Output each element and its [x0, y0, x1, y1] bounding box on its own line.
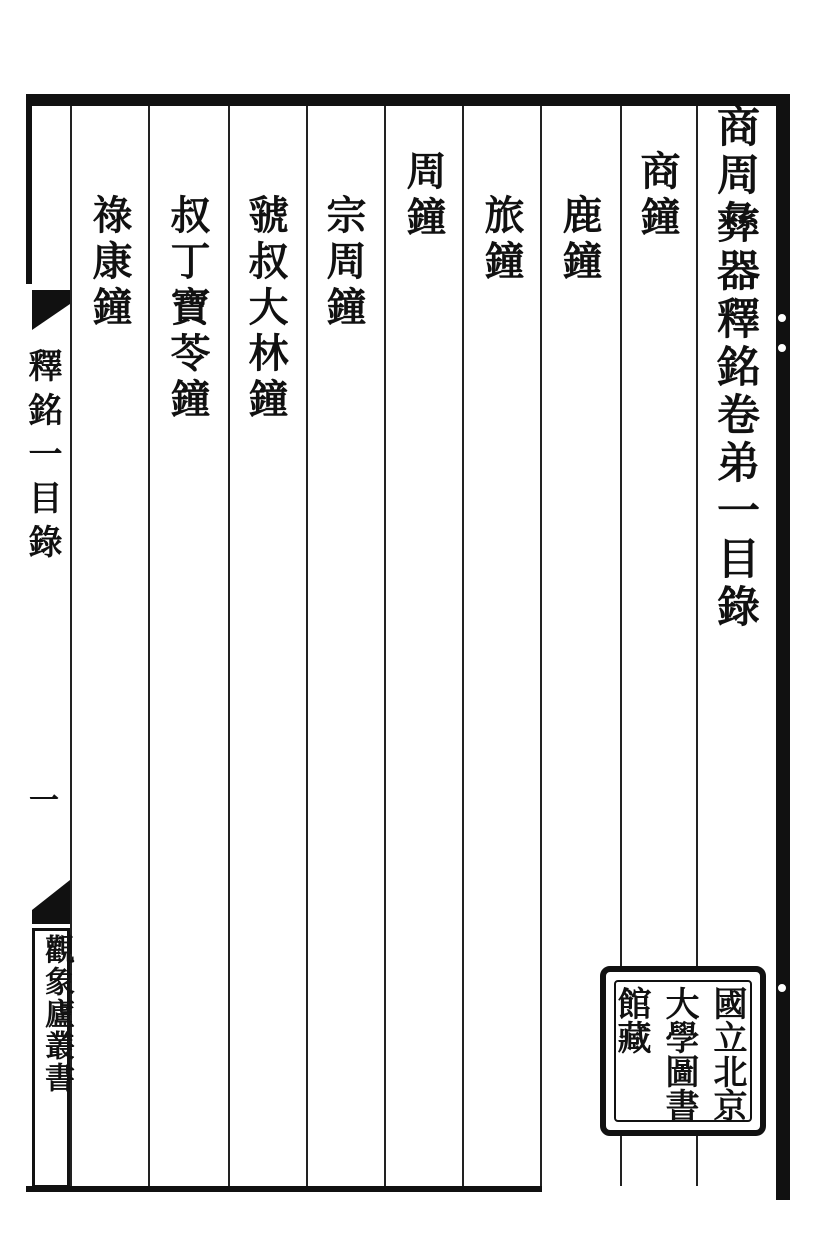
- volume-title: 商周彝器釋銘卷弟一目錄: [710, 104, 760, 632]
- toc-entry: 旅鐘: [478, 194, 525, 286]
- seal-column: 國立北京: [707, 986, 747, 1122]
- column-rule: [306, 106, 308, 1186]
- toc-entry: 祿康鐘: [86, 194, 133, 332]
- toc-entry: 周鐘: [400, 150, 447, 242]
- toc-entry: 鹿鐘: [556, 194, 603, 286]
- binding-hole: [776, 312, 788, 324]
- column-rule: [228, 106, 230, 1186]
- column-rule: [384, 106, 386, 1186]
- binding-hole: [776, 982, 788, 994]
- seal-column: 館藏: [611, 986, 651, 1054]
- toc-entry: 宗周鐘: [320, 194, 367, 332]
- border-right: [776, 94, 790, 1200]
- fish-tail-ornament: [32, 290, 70, 330]
- column-rule: [462, 106, 464, 1186]
- column-rule: [540, 106, 542, 1186]
- library-seal: [600, 966, 766, 1136]
- border-top: [26, 94, 790, 106]
- margin-page-number: 一: [23, 784, 58, 824]
- toc-entry: 商鐘: [634, 150, 681, 242]
- series-title: 觀象廬叢書: [39, 934, 74, 1094]
- toc-entry: 叔丁寶苓鐘: [164, 194, 211, 424]
- binding-hole: [776, 342, 788, 354]
- border-left: [26, 94, 32, 284]
- seal-column: 大學圖書: [659, 986, 699, 1122]
- margin-title: 釋銘一目錄: [22, 348, 62, 568]
- fish-tail-ornament: [32, 880, 70, 924]
- toc-entry: 虢叔大林鐘: [242, 194, 289, 424]
- column-rule: [148, 106, 150, 1186]
- border-bottom: [26, 1186, 542, 1192]
